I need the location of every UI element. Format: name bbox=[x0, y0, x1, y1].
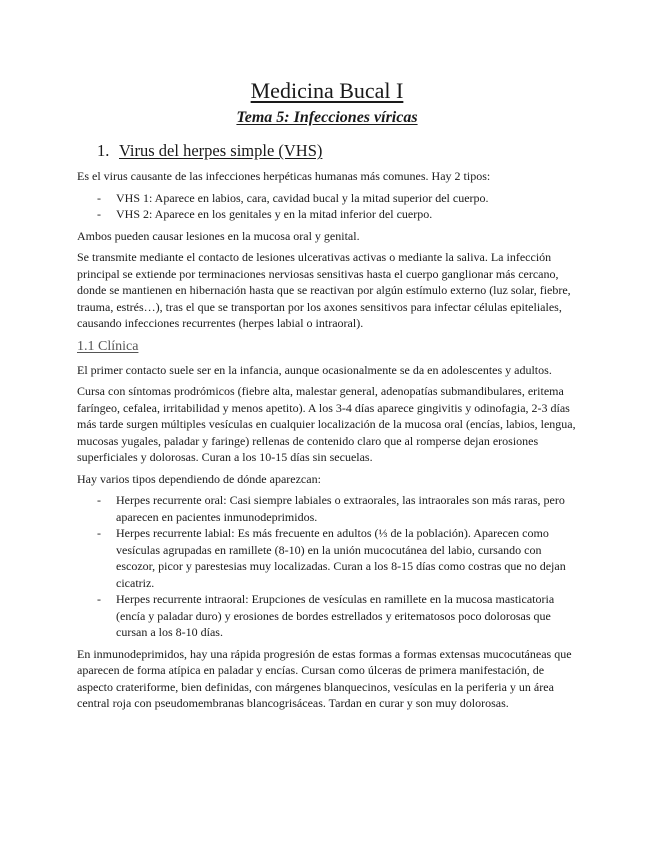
list-item bbox=[77, 492, 577, 525]
dash-bullet: - bbox=[97, 592, 101, 606]
paragraph-immunocompromised: En inmunodeprimidos, hay una rápida progresión de estas formas a formas extensas mucocutáneas que aparecen de forma atípica en paladar y encías. Cursan como úlceras de primera manifestación, de aspecto crateriforme, bien definidas, con márgenes blanquecinos, vesículas en la periferia y un área central roja con pseudomembranas blancogrisáceas. Tardan en curar y son muy dolorosas. bbox=[77, 646, 572, 710]
document-content bbox=[77, 78, 577, 717]
list-item bbox=[77, 525, 577, 591]
list-item bbox=[77, 206, 577, 223]
dash-bullet: - bbox=[97, 526, 101, 540]
list-item-text: VHS 2: Aparece en los genitales y en la mitad inferior del cuerpo. bbox=[116, 207, 433, 221]
list-item-text: Herpes recurrente labial: Es más frecuente en adultos (⅓ de la población). Aparecen como vesículas agrupadas en ramillete (8-10) en la unión mucocutánea del labio, cursando con escozor, picor y parestesias muy localizadas. Curan a los 8-15 días como costras que no dejan cicatriz. bbox=[116, 526, 566, 590]
paragraph-intro: Es el virus causante de las infecciones herpéticas humanas más comunes. Hay 2 tipos: bbox=[77, 169, 491, 183]
paragraph-types-intro: Hay varios tipos dependiendo de dónde aparezcan: bbox=[77, 471, 321, 486]
dash-bullet: - bbox=[97, 207, 101, 221]
paragraph-both: Ambos pueden causar lesiones en la mucosa oral y genital. bbox=[77, 228, 360, 243]
herpes-types-list bbox=[77, 492, 577, 641]
paragraph-symptoms: Cursa con síntomas prodrómicos (fiebre alta, malestar general, adenopatías submandibulares, eritema faríngeo, cefalea, irritabilidad y menos apetito). A los 3-4 días aparece gingivitis y odinofagia, 2-3 días más tarde surgen múltiples vesículas en cualquier localización de la mucosa oral (encías, labios, lengua, mucosas yugales, paladar y faringe) rellenas de contenido claro que al romperse dejan erosiones superficiales y dolorosas. Curan a los 10-15 días sin secuelas. bbox=[77, 384, 576, 464]
list-item-text: Herpes recurrente oral: Casi siempre labiales o extraorales, las intraorales son más raras, pero aparecen en pacientes inmunodeprimidos. bbox=[116, 493, 565, 524]
paragraph-transmission: Se transmite mediante el contacto de lesiones ulcerativas activas o mediante la saliva. La infección principal se extiende por terminaciones nerviosas sensitivas hasta el cuerpo ganglionar más cercano, donde se mantienen en hibernación hasta que se reactivan por algún estímulo externo (luz solar, fiebre, trauma, estrés…), tras el que se transportan por los axones sensitivos para infectar células epiteliales, causando infecciones recurrentes (herpes labial o intraoral). bbox=[77, 250, 571, 330]
section-heading-vhs bbox=[77, 140, 577, 162]
dash-bullet: - bbox=[97, 493, 101, 507]
list-item bbox=[77, 591, 577, 641]
section-title: Virus del herpes simple (VHS) bbox=[119, 141, 323, 160]
list-item bbox=[77, 190, 577, 207]
dash-bullet: - bbox=[97, 190, 101, 205]
vhs-types-list bbox=[77, 190, 577, 223]
document-title: Medicina Bucal I bbox=[250, 78, 404, 103]
document-subtitle: Tema 5: Infecciones víricas bbox=[236, 109, 418, 126]
paragraph-first-contact: El primer contacto suele ser en la infancia, aunque ocasionalmente se da en adolescentes y adultos. bbox=[77, 362, 552, 377]
list-item-text: VHS 1: Aparece en labios, cara, cavidad bucal y la mitad superior del cuerpo. bbox=[116, 190, 489, 205]
list-item-text: Herpes recurrente intraoral: Erupciones de vesículas en ramillete en la mucosa masticatoria (encía y paladar duro) y erosiones de bordes estrellados y eritematosos poco dolorosas que cursan a los 8-10 días. bbox=[116, 592, 555, 639]
subsection-heading-clinica: 1.1 Clínica bbox=[77, 338, 139, 354]
section-number: 1. bbox=[97, 141, 110, 160]
